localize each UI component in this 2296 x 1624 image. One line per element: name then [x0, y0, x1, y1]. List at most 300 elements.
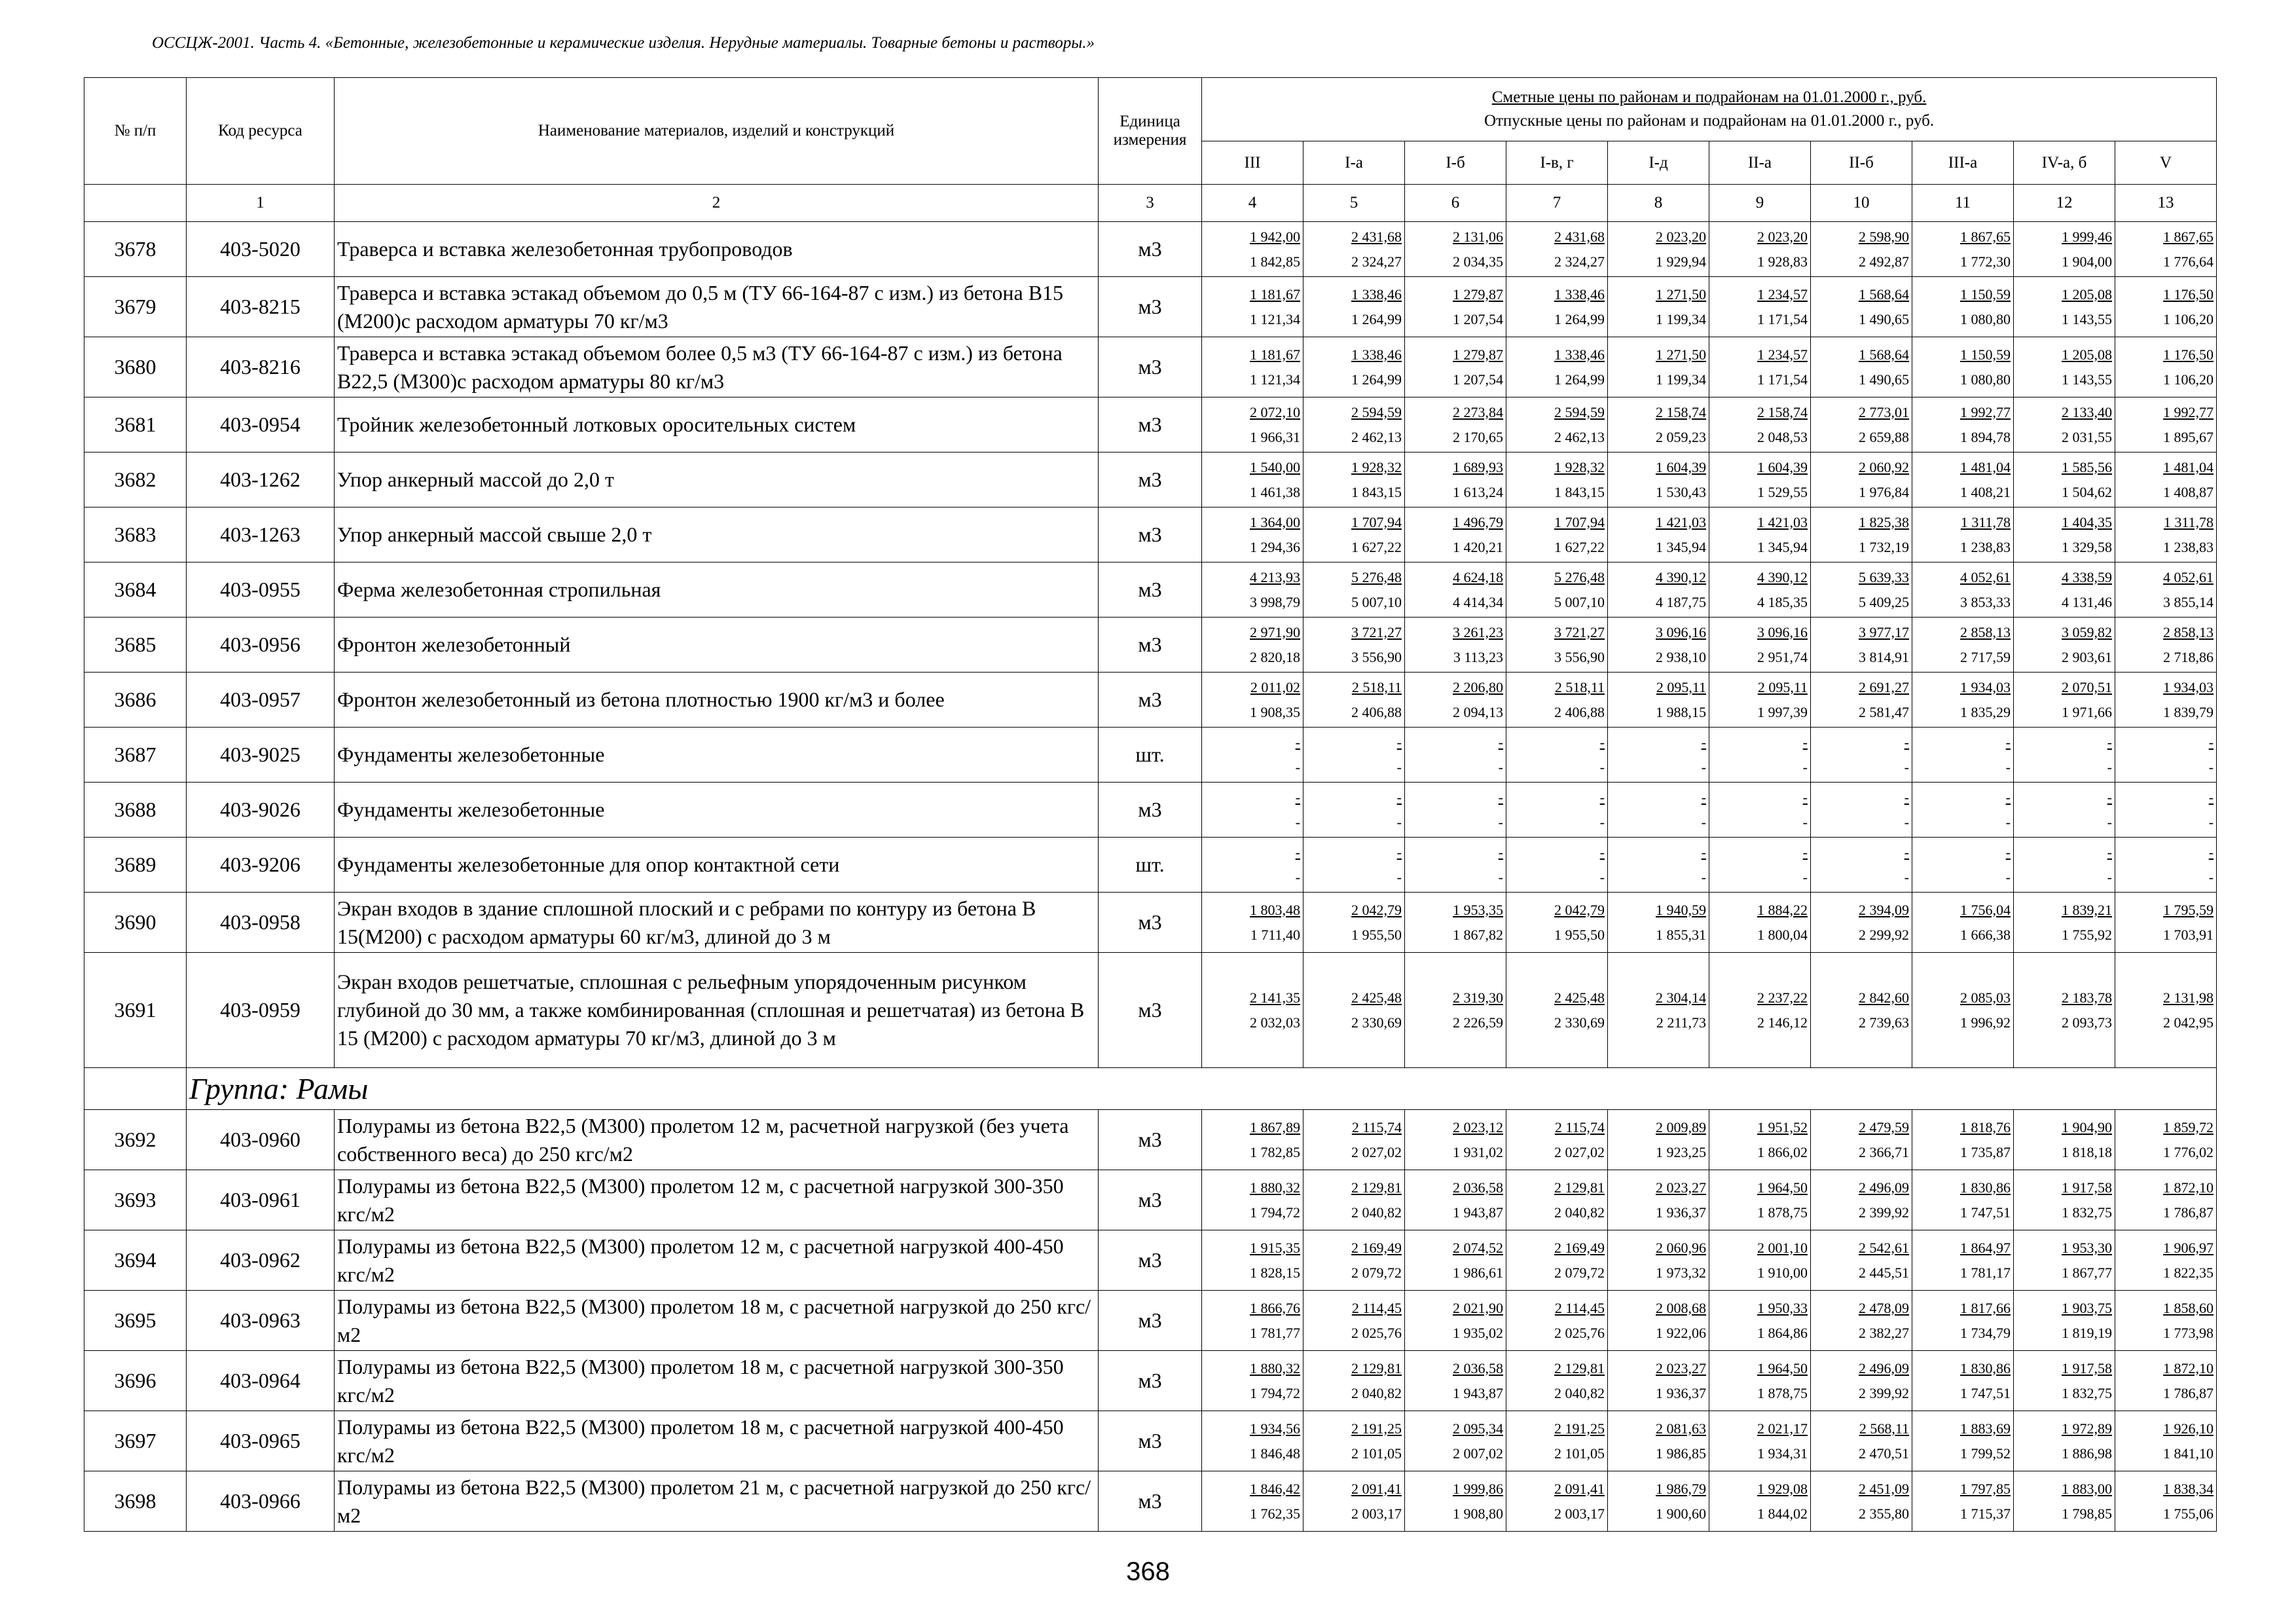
estimate-price: 1 917,58 [2062, 1179, 2112, 1196]
release-price: 2 094,13 [1453, 703, 1503, 720]
estimate-price: 2 568,11 [1859, 1420, 1909, 1437]
release-price: 1 846,48 [1250, 1445, 1300, 1462]
release-price: 1 747,51 [1960, 1204, 2011, 1221]
resource-code: 403-0965 [187, 1411, 335, 1471]
price-cell [1405, 1351, 1506, 1411]
estimate-price: - [1701, 733, 1706, 750]
estimate-price: - [2107, 788, 2112, 805]
table-row [84, 953, 2217, 1068]
release-price: 2 146,12 [1757, 1014, 1808, 1031]
release-price: 3 113,23 [1453, 648, 1503, 665]
release-price: 2 093,73 [2062, 1014, 2112, 1031]
estimate-price: 1 311,78 [2163, 513, 2214, 530]
estimate-price: 1 950,33 [1757, 1299, 1808, 1316]
unit: м3 [1099, 1230, 1202, 1291]
price-cell [1303, 1291, 1405, 1351]
unit: м3 [1099, 783, 1202, 838]
estimate-price: 2 858,13 [1960, 623, 2011, 640]
release-price: - [1599, 758, 1605, 775]
price-cell [1608, 452, 1709, 507]
estimate-price: 1 818,76 [1960, 1118, 2011, 1135]
price-cell [1405, 728, 1506, 783]
release-price: 2 462,13 [1351, 428, 1402, 445]
estimate-price: 1 928,32 [1351, 458, 1402, 475]
release-price: 1 199,34 [1656, 310, 1706, 327]
price-cell [1709, 783, 1811, 838]
item-name: Упор анкерный массой свыше 2,0 т [335, 507, 1099, 563]
release-price: - [1295, 758, 1300, 775]
region-header: III-а [1912, 141, 2014, 185]
price-cell [1303, 953, 1405, 1068]
table-row [84, 893, 2217, 953]
estimate-price: 2 542,61 [1859, 1239, 1909, 1256]
release-price: 1 867,82 [1453, 926, 1503, 943]
release-price: 1 490,65 [1859, 310, 1909, 327]
estimate-price: 4 390,12 [1757, 568, 1808, 585]
estimate-price: 2 095,11 [1656, 678, 1706, 695]
estimate-price: 1 234,57 [1757, 346, 1808, 363]
estimate-price: 2 425,48 [1554, 989, 1605, 1006]
price-cell [1912, 838, 2014, 893]
price-cell [1506, 222, 1608, 277]
price-cell [1912, 1471, 2014, 1532]
release-price: 5 409,25 [1859, 593, 1909, 610]
release-price: 1 839,79 [2163, 703, 2214, 720]
item-name: Траверса и вставка эстакад объемом до 0,5 м (ТУ 66-164-87 с изм.) из бетона В15 (М200)с расходом арматуры 70 кг/м3 [335, 277, 1099, 337]
estimate-price: 1 867,65 [1960, 228, 2011, 245]
release-price: 1 762,35 [1250, 1505, 1300, 1522]
price-cell [2115, 838, 2217, 893]
release-price: 2 445,51 [1859, 1264, 1909, 1281]
row-number: 3681 [84, 397, 187, 452]
release-price: - [1498, 813, 1503, 830]
release-price: - [2005, 868, 2011, 885]
estimate-price: 2 842,60 [1859, 989, 1909, 1006]
release-price: 1 776,02 [2163, 1143, 2214, 1160]
price-cell [1709, 222, 1811, 277]
group-label: Группа: Рамы [187, 1068, 2217, 1110]
release-price: 1 781,17 [1960, 1264, 2011, 1281]
price-cell [2115, 953, 2217, 1068]
table-row [84, 1291, 2217, 1351]
price-cell [1202, 953, 1303, 1068]
release-price: - [1295, 868, 1300, 885]
estimate-price: - [1904, 788, 1909, 805]
estimate-price: - [1904, 733, 1909, 750]
unit: м3 [1099, 1170, 1202, 1230]
estimate-price: 1 915,35 [1250, 1239, 1300, 1256]
price-cell [1811, 452, 1912, 507]
release-price: 2 025,76 [1554, 1324, 1605, 1341]
release-price: 1 818,18 [2062, 1143, 2112, 1160]
price-cell [1405, 783, 1506, 838]
row-number: 3689 [84, 838, 187, 893]
estimate-price: 1 972,89 [2062, 1420, 2112, 1437]
estimate-price: 2 074,52 [1453, 1239, 1503, 1256]
release-price: 1 207,54 [1453, 310, 1503, 327]
release-price: 2 938,10 [1656, 648, 1706, 665]
row-number: 3682 [84, 452, 187, 507]
price-cell [1811, 337, 1912, 397]
table-row [84, 673, 2217, 728]
estimate-price: 1 803,48 [1250, 901, 1300, 918]
release-price: 1 264,99 [1351, 310, 1402, 327]
release-price: 2 903,61 [2062, 648, 2112, 665]
estimate-price: 3 721,27 [1554, 623, 1605, 640]
release-price: 4 185,35 [1757, 593, 1808, 610]
estimate-price: 1 872,10 [2163, 1179, 2214, 1196]
price-cell [2115, 1291, 2217, 1351]
release-price: 1 703,91 [2163, 926, 2214, 943]
estimate-price: 1 181,67 [1250, 286, 1300, 303]
header-unit: Единица измерения [1099, 78, 1202, 185]
estimate-price: 1 904,90 [2062, 1118, 2112, 1135]
release-price: - [1396, 758, 1402, 775]
resource-code: 403-0954 [187, 397, 335, 452]
release-price: 1 786,87 [2163, 1384, 2214, 1401]
estimate-price: 2 479,59 [1859, 1118, 1909, 1135]
release-price: 1 121,34 [1250, 310, 1300, 327]
release-price: - [1498, 758, 1503, 775]
estimate-price: 2 115,74 [1351, 1118, 1402, 1135]
price-cell [2014, 507, 2115, 563]
price-cell [2115, 618, 2217, 673]
estimate-price: 1 934,03 [1960, 678, 2011, 695]
price-cell [2014, 1351, 2115, 1411]
estimate-price: 2 085,03 [1960, 989, 2011, 1006]
release-price: 1 867,77 [2062, 1264, 2112, 1281]
resource-code: 403-8216 [187, 337, 335, 397]
release-price: 1 080,80 [1960, 310, 2011, 327]
price-cell [2115, 1471, 2217, 1532]
price-cell [1811, 618, 1912, 673]
price-cell [2115, 452, 2217, 507]
table-row [84, 563, 2217, 618]
estimate-price: 2 115,74 [1554, 1118, 1605, 1135]
price-cell [1303, 222, 1405, 277]
estimate-price: 2 598,90 [1859, 228, 1909, 245]
estimate-price: - [1599, 843, 1605, 860]
header-prices-estimate: Сметные цены по районам и подрайонам на 01.01.2000 г., руб. [1491, 88, 1927, 106]
region-header: II-а [1709, 141, 1811, 185]
price-cell [1405, 618, 1506, 673]
row-number: 3679 [84, 277, 187, 337]
estimate-price: 1 964,50 [1757, 1359, 1808, 1376]
release-price: - [1396, 868, 1402, 885]
release-price: 2 330,69 [1351, 1014, 1402, 1031]
release-price: 5 007,10 [1554, 593, 1605, 610]
estimate-price: 1 604,39 [1656, 458, 1706, 475]
estimate-price: 2 206,80 [1453, 678, 1503, 695]
price-cell [2014, 1471, 2115, 1532]
release-price: 1 908,35 [1250, 703, 1300, 720]
table-row [84, 838, 2217, 893]
release-price: 1 819,19 [2062, 1324, 2112, 1341]
price-cell [1709, 1170, 1811, 1230]
estimate-price: 1 205,08 [2062, 286, 2112, 303]
release-price: 1 943,87 [1453, 1204, 1503, 1221]
price-cell [1811, 953, 1912, 1068]
release-price: 1 238,83 [2163, 538, 2214, 555]
price-cell [1912, 397, 2014, 452]
release-price: 1 294,36 [1250, 538, 1300, 555]
price-cell [1303, 1230, 1405, 1291]
price-cell [1506, 563, 1608, 618]
estimate-price: 4 624,18 [1453, 568, 1503, 585]
row-number: 3698 [84, 1471, 187, 1532]
estimate-price: 1 839,21 [2062, 901, 2112, 918]
release-price: - [2208, 813, 2214, 830]
release-price: 1 772,30 [1960, 253, 2011, 270]
price-cell [1506, 783, 1608, 838]
estimate-price: - [1396, 843, 1402, 860]
price-cell [1811, 728, 1912, 783]
price-cell [1608, 1471, 1709, 1532]
estimate-price: 1 859,72 [2163, 1118, 2214, 1135]
price-cell [1608, 1411, 1709, 1471]
region-header: I-в, г [1506, 141, 1608, 185]
release-price: 4 414,34 [1453, 593, 1503, 610]
release-price: 1 715,37 [1960, 1505, 2011, 1522]
price-cell [1709, 1291, 1811, 1351]
release-price: 1 832,75 [2062, 1384, 2112, 1401]
estimate-price: 2 023,20 [1757, 228, 1808, 245]
unit: м3 [1099, 222, 1202, 277]
release-price: - [1701, 758, 1706, 775]
price-cell [1202, 1351, 1303, 1411]
price-cell [1608, 222, 1709, 277]
release-price: 1 143,55 [2062, 310, 2112, 327]
item-name: Фундаменты железобетонные для опор контактной сети [335, 838, 1099, 893]
resource-code: 403-0960 [187, 1110, 335, 1170]
estimate-price: 1 999,86 [1453, 1480, 1503, 1497]
release-price: 2 462,13 [1554, 428, 1605, 445]
unit: м3 [1099, 563, 1202, 618]
release-price: 3 853,33 [1960, 593, 2011, 610]
price-cell [1912, 222, 2014, 277]
price-cell [1709, 838, 1811, 893]
row-number: 3695 [84, 1291, 187, 1351]
estimate-price: 1 795,59 [2163, 901, 2214, 918]
release-price: 1 864,86 [1757, 1324, 1808, 1341]
estimate-price: 1 917,58 [2062, 1359, 2112, 1376]
release-price: 2 366,71 [1859, 1143, 1909, 1160]
price-cell [1506, 728, 1608, 783]
item-name: Фундаменты железобетонные [335, 783, 1099, 838]
estimate-price: 1 934,56 [1250, 1420, 1300, 1437]
price-cell [1506, 452, 1608, 507]
price-cell [1303, 1351, 1405, 1411]
price-cell [1709, 337, 1811, 397]
release-price: 1 776,64 [2163, 253, 2214, 270]
release-price: 1 199,34 [1656, 371, 1706, 388]
release-price: 2 299,92 [1859, 926, 1909, 943]
column-number: 7 [1506, 185, 1608, 222]
release-price: - [1396, 813, 1402, 830]
estimate-price: 2 036,58 [1453, 1359, 1503, 1376]
estimate-price: 2 129,81 [1554, 1179, 1605, 1196]
column-number: 11 [1912, 185, 2014, 222]
estimate-price: 1 756,04 [1960, 901, 2011, 918]
price-cell [1405, 397, 1506, 452]
price-cell [1202, 563, 1303, 618]
release-price: 1 747,51 [1960, 1384, 2011, 1401]
resource-code: 403-0957 [187, 673, 335, 728]
resource-code: 403-1262 [187, 452, 335, 507]
item-name: Полурамы из бетона В22,5 (М300) пролетом 21 м, с расчетной нагрузкой до 250 кгс/м2 [335, 1471, 1099, 1532]
release-price: 1 929,94 [1656, 253, 1706, 270]
release-price: 1 894,78 [1960, 428, 2011, 445]
estimate-price: - [2208, 788, 2214, 805]
release-price: 1 997,39 [1757, 703, 1808, 720]
column-numbers-row [84, 185, 2217, 222]
price-cell [2014, 838, 2115, 893]
price-cell [1608, 953, 1709, 1068]
estimate-price: 1 838,34 [2163, 1480, 2214, 1497]
release-price: 1 264,99 [1554, 310, 1605, 327]
estimate-price: 2 001,10 [1757, 1239, 1808, 1256]
price-cell [1405, 1471, 1506, 1532]
price-cell [1608, 397, 1709, 452]
estimate-price: 2 023,27 [1656, 1359, 1706, 1376]
estimate-price: 2 021,90 [1453, 1299, 1503, 1316]
estimate-price: 2 036,58 [1453, 1179, 1503, 1196]
price-cell [1506, 277, 1608, 337]
estimate-price: 3 059,82 [2062, 623, 2112, 640]
price-cell [1709, 728, 1811, 783]
release-price: - [2208, 868, 2214, 885]
release-price: 2 027,02 [1351, 1143, 1402, 1160]
price-cell [2014, 673, 2115, 728]
price-cell [2115, 507, 2217, 563]
price-cell [2014, 277, 2115, 337]
price-cell [2115, 1351, 2217, 1411]
item-name: Траверса и вставка эстакад объемом более 0,5 м3 (ТУ 66-164-87 с изм.) из бетона В22,5 (М300)с расходом арматуры 80 кг/м3 [335, 337, 1099, 397]
estimate-price: 1 951,52 [1757, 1118, 1808, 1135]
price-cell [1202, 1471, 1303, 1532]
price-cell [1506, 1110, 1608, 1170]
estimate-price: 2 158,74 [1757, 403, 1808, 420]
price-cell [1303, 1110, 1405, 1170]
price-cell [1506, 1230, 1608, 1291]
release-price: 2 581,47 [1859, 703, 1909, 720]
release-price: - [1904, 758, 1909, 775]
estimate-price: - [1295, 843, 1300, 860]
price-cell [1303, 618, 1405, 673]
release-price: 2 659,88 [1859, 428, 1909, 445]
release-price: 1 904,00 [2062, 253, 2112, 270]
release-price: 1 461,38 [1250, 483, 1300, 500]
price-cell [1811, 397, 1912, 452]
price-cell [2115, 337, 2217, 397]
table-row [84, 728, 2217, 783]
price-cell [1811, 1471, 1912, 1532]
release-price: 2 034,35 [1453, 253, 1503, 270]
release-price: 1 828,15 [1250, 1264, 1300, 1281]
resource-code: 403-5020 [187, 222, 335, 277]
unit: м3 [1099, 893, 1202, 953]
estimate-price: 1 880,32 [1250, 1179, 1300, 1196]
estimate-price: 1 496,79 [1453, 513, 1503, 530]
price-cell [1506, 618, 1608, 673]
region-header: I-а [1303, 141, 1405, 185]
estimate-price: - [2107, 843, 2112, 860]
estimate-price: - [2208, 843, 2214, 860]
release-price: 1 931,02 [1453, 1143, 1503, 1160]
estimate-price: 2 496,09 [1859, 1179, 1909, 1196]
release-price: - [1904, 868, 1909, 885]
estimate-price: 2 169,49 [1554, 1239, 1605, 1256]
price-cell [2014, 337, 2115, 397]
price-cell [1811, 838, 1912, 893]
item-name: Полурамы из бетона В22,5 (М300) пролетом 12 м, с расчетной нагрузкой 400-450 кгс/м2 [335, 1230, 1099, 1291]
estimate-price: 1 338,46 [1554, 346, 1605, 363]
release-price: 1 786,87 [2163, 1204, 2214, 1221]
estimate-price: 2 042,79 [1351, 901, 1402, 918]
estimate-price: 2 008,68 [1656, 1299, 1706, 1316]
release-price: 1 207,54 [1453, 371, 1503, 388]
release-price: 1 171,54 [1757, 371, 1808, 388]
price-cell [1608, 783, 1709, 838]
estimate-price: 2 091,41 [1554, 1480, 1605, 1497]
document-header: ОССЦЖ-2001. Часть 4. «Бетонные, железобетонные и керамические изделия. Нерудные материалы. Товарные бетоны и растворы.» [152, 34, 1095, 52]
row-number: 3692 [84, 1110, 187, 1170]
estimate-price: 1 205,08 [2062, 346, 2112, 363]
estimate-price: - [1498, 788, 1503, 805]
estimate-price: 3 977,17 [1859, 623, 1909, 640]
price-cell [1811, 1170, 1912, 1230]
item-name: Фронтон железобетонный [335, 618, 1099, 673]
estimate-price: 2 304,14 [1656, 989, 1706, 1006]
release-price: 1 490,65 [1859, 371, 1909, 388]
release-price: - [1904, 813, 1909, 830]
price-cell [1912, 337, 2014, 397]
unit: м3 [1099, 337, 1202, 397]
estimate-price: 1 825,38 [1859, 513, 1909, 530]
estimate-price: 2 129,81 [1554, 1359, 1605, 1376]
estimate-price: 1 689,93 [1453, 458, 1503, 475]
row-number: 3683 [84, 507, 187, 563]
estimate-price: 2 183,78 [2062, 989, 2112, 1006]
release-price: 2 399,92 [1859, 1204, 1909, 1221]
release-price: 1 822,35 [2163, 1264, 2214, 1281]
price-cell [1506, 1471, 1608, 1532]
resource-code: 403-0963 [187, 1291, 335, 1351]
release-price: 2 406,88 [1554, 703, 1605, 720]
price-cell [1912, 953, 2014, 1068]
release-price: 1 973,32 [1656, 1264, 1706, 1281]
price-cell [1202, 783, 1303, 838]
price-cell [1405, 222, 1506, 277]
column-number: 8 [1608, 185, 1709, 222]
release-price: - [2107, 868, 2112, 885]
price-cell [1811, 277, 1912, 337]
release-price: 2 170,65 [1453, 428, 1503, 445]
estimate-price: 1 953,35 [1453, 901, 1503, 918]
group-row [84, 1068, 2217, 1110]
price-cell [1912, 783, 2014, 838]
item-name: Упор анкерный массой до 2,0 т [335, 452, 1099, 507]
release-price: 2 042,95 [2163, 1014, 2214, 1031]
release-price: 1 529,55 [1757, 483, 1808, 500]
estimate-price: 2 971,90 [1250, 623, 1300, 640]
release-price: 2 040,82 [1351, 1384, 1402, 1401]
release-price: 1 408,21 [1960, 483, 2011, 500]
release-price: - [1802, 868, 1808, 885]
estimate-price: 1 846,42 [1250, 1480, 1300, 1497]
price-cell [1202, 277, 1303, 337]
estimate-price: 4 213,93 [1250, 568, 1300, 585]
